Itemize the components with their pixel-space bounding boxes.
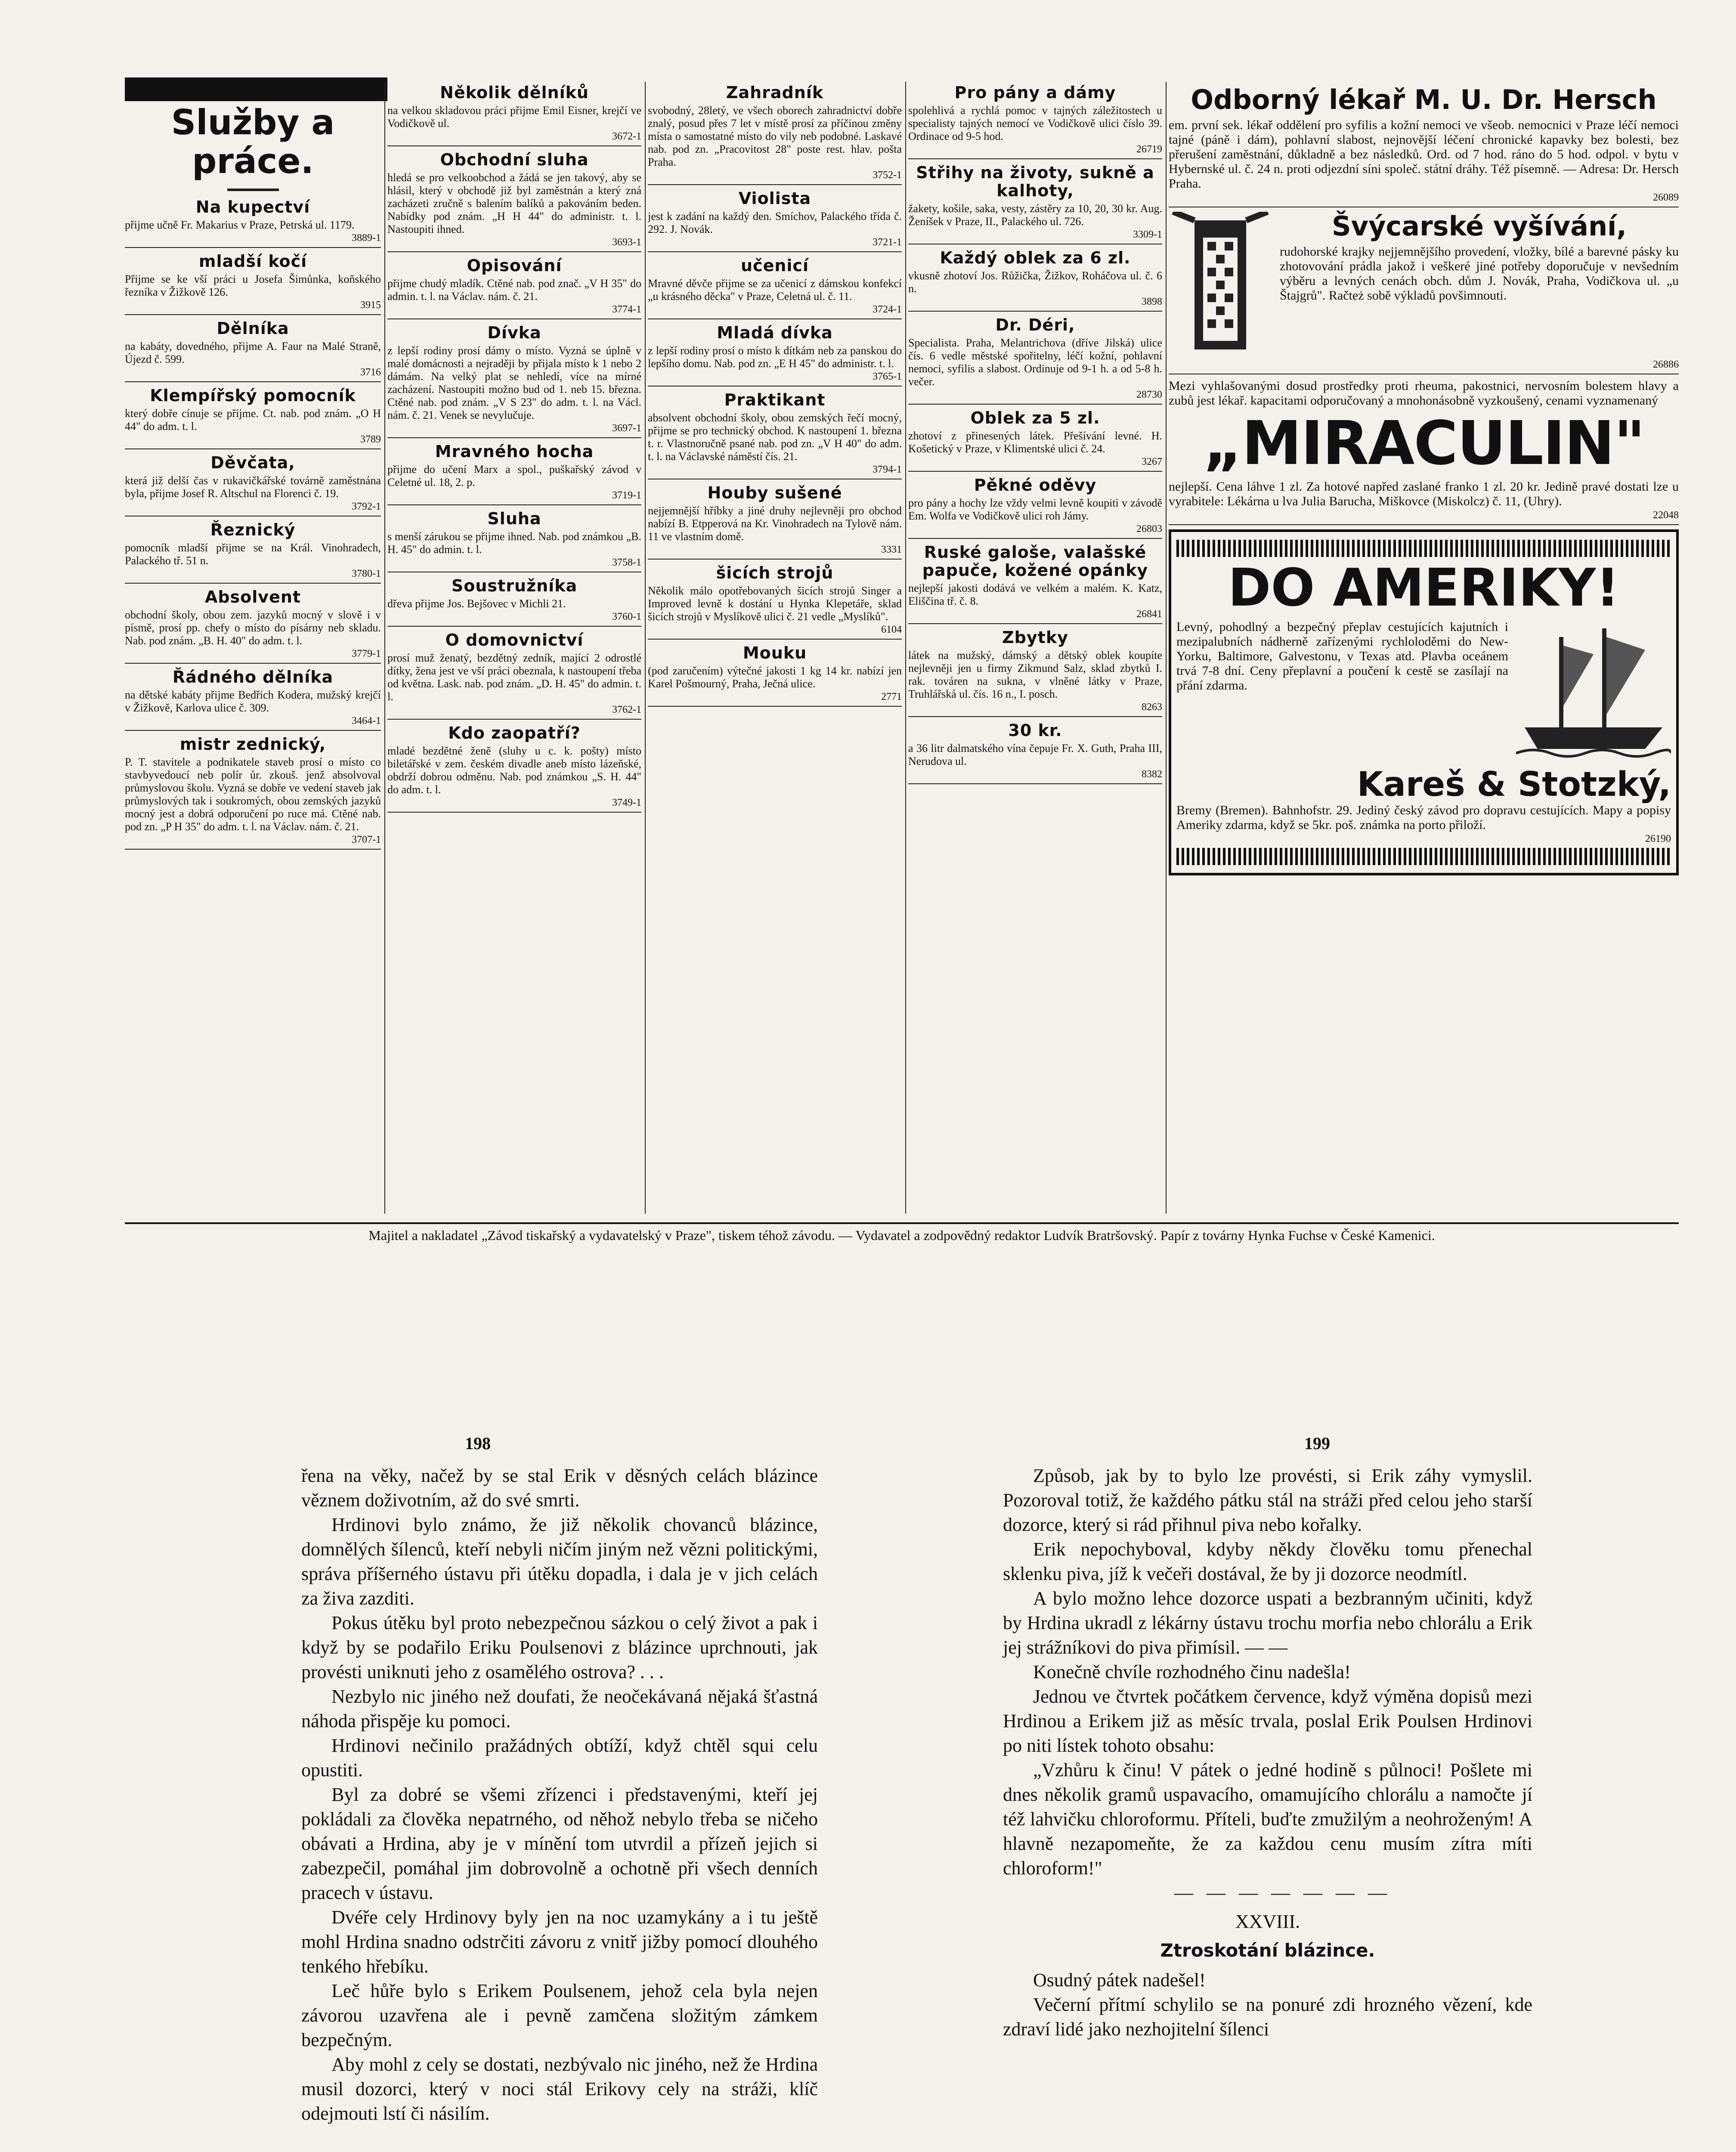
ad-item: [648, 484, 902, 560]
ad-code: 3915: [360, 300, 381, 311]
ad-item: [648, 564, 902, 640]
ad-text: který dobře cínuje se přijme. Ct. nab. pod znám. „O H 44" do adm. t. l.: [125, 407, 381, 433]
ad-column-1: [125, 103, 381, 854]
column-rule: [905, 82, 906, 1214]
ad-code: 3765-1: [873, 371, 902, 382]
ad-item: [125, 668, 381, 731]
ad-title: mistr zednický,: [179, 735, 326, 754]
ad-text: látek na mužský, dámský a dětský oblek koupíte nejlevněji jen u firmy Zikmund Salz, sklad zbytků I. rak. továren na sukna, v vlněné látky v Praze, Truhlářská ul. čís. 16 n., I. posch.: [908, 649, 1162, 700]
ad-column-2: [387, 82, 641, 817]
page-number-left: 198: [465, 1434, 491, 1453]
ad-list: [648, 83, 902, 707]
paragraph: Pokus útěku byl proto nebezpečnou sázkou o celý život a pak i když by se podařilo Eriku Poulsenovi z blázince uprchnouti, jak provésti uniknuti jeho z osamělého ostrova? . . .: [301, 1612, 818, 1682]
ad-text: přijme do učení Marx a spol., puškařský závod v Celetné ul. 18, 2. p.: [387, 463, 641, 489]
ad-company: Kareš & Stotzký,: [1357, 765, 1671, 804]
ad-title: Švýcarské vyšívání,: [1332, 210, 1627, 242]
ad-code: 3752-1: [873, 170, 902, 181]
ad-item: [908, 721, 1162, 784]
ad-text: nejlepší. Cena láhve 1 zl. Za hotové napřed zaslané franko 1 zl. 20 kr. Jedině pravé dostati lze u vyrabitele: Lékárna u lva Julia Barucha, Miškovce (Miskolcz) č. 11, (Uhry).: [1169, 479, 1679, 508]
ad-miraculin: [1169, 379, 1679, 525]
header-bar: [125, 77, 387, 101]
ad-text: s menší zárukou se přijme ihned. Nab. pod známkou „B. H. 45" do admin. t. l.: [387, 530, 641, 556]
ad-item: [648, 257, 902, 319]
column-rule: [645, 82, 646, 1214]
ad-code: 26803: [1136, 523, 1162, 535]
ad-hersch: [1169, 85, 1679, 207]
ad-title: Violista: [738, 189, 811, 208]
ad-item: [908, 249, 1162, 312]
ad-text: vkusně zhotoví Jos. Růžička, Žižkov, Roháčova ul. č. 6 n.: [908, 269, 1162, 295]
paragraph: Způsob, jak by to bylo lze provésti, si Erik záhy vymyslil. Pozoroval totiž, že každého pátku stál na stráži před celou jeho starší dozorce, který si rád přihnul piva nebo kořalky.: [1003, 1465, 1532, 1535]
page-left-text: [301, 1463, 818, 2126]
ad-code: 3779-1: [352, 648, 381, 659]
ad-title: Každý oblek za 6 zl.: [940, 248, 1131, 267]
ad-title: Oblek za 5 zl.: [970, 408, 1100, 427]
ad-text: na dětské kabáty přijme Bedřich Kodera, mužský krejčí v Žižkově, Karlova ulice č. 309.: [125, 689, 381, 714]
paragraph: Večerní přítmí schylilo se na ponuré zdi hrozného vězení, kde zdraví lidé jako nezhojitelní šílenci: [1003, 1994, 1532, 2040]
ad-text: pomocník mladší přijme se na Král. Vinohradech, Palackého tř. 51 n.: [125, 541, 381, 567]
ad-amerika: [1169, 529, 1679, 875]
column-rule: [384, 82, 385, 1214]
ad-text: nejjemnější hříbky a jiné druhy nejlevněji pro obchod nabízí B. Etpperová na Kr. Vinohradech na Tylově nám. 11 ve vlastním domě.: [648, 504, 902, 543]
ad-item: [648, 324, 902, 386]
ad-vysivani: [1169, 212, 1679, 374]
paragraph: Leč hůře bylo s Erikem Poulsenem, jehož cela byla nejen závorou uzavřena ale i pevně zamčena složitým zámkem bezpečným.: [301, 1980, 818, 2050]
ad-text: jest k zadání na každý den. Smíchov, Palackého třída č. 292. J. Novák.: [648, 210, 902, 235]
ad-code: 3707-1: [352, 834, 381, 845]
ad-item: [908, 409, 1162, 472]
ad-code: 3789: [360, 434, 381, 445]
embroidery-illustration: [1169, 212, 1272, 354]
ad-item: [908, 543, 1162, 624]
ad-text: Levný, pohodlný a bezpečný přeplav cestujících kajutních i mezipalubních nádherně zařízenými rychloloděmi do New-Yorku, Baltimore, Galvestonu, v Texas atd. Plavba oceánem trvá 7-8 dní. Ceny přeplavní a poučení k cestě se zasílají na přání zdarma.: [1176, 620, 1508, 693]
ad-text: obchodní školy, obou zem. jazyků mocný v slově i v písmě, prosí pp. chefy o místo do písárny neb skladu. Nab. pod znám. „B. H. 40" do adm. t. l.: [125, 609, 381, 647]
ad-text: prosí muž ženatý, bezdětný zedník, mající 2 odrostlé dítky, žena jest ve vší práci obeznala, k nastoupení třeba od května. Lask. nab. pod znám. „D. H. 45" do admin. t. l.: [387, 652, 641, 703]
ad-code: 28730: [1136, 389, 1162, 400]
ad-code: 3716: [360, 367, 381, 378]
ad-item: [648, 644, 902, 707]
ad-text: z lepší rodiny prosí dámy o místo. Vyzná se úplně v malé domácnosti a nejraději by přijala místo k 1 nebo 2 dámám. Na velký plat se nehledí, více na mírné zacházení. Nastoupiti možno bud od 1. neb 15. března. Ctěné nab. pod znám. „V S 23" do adm. t. l. na Václ. nám. č. 21. Venek se nevylučuje.: [387, 344, 641, 421]
paragraph: Konečně chvíle rozhodného činu nadešla!: [1033, 1661, 1351, 1682]
ad-item: [908, 316, 1162, 405]
ad-text: hledá se pro velkoobchod a žádá se jen takový, aby se hlásil, který v obchodě již byl zaměstnán a který zná zacházeti zručně s balením balíků a pakováním beden. Nabídky pod znám. „H H 44" do administr. t. l. Nastoupiti ihned.: [387, 171, 641, 235]
ad-item: [908, 83, 1162, 159]
paragraph: Byl za dobré se všemi zřízenci i představenými, kteří jej pokládali za člověka nepatrného, od něhož nebylo třeba se ničeho obávati a Hrdina, aby je v mínění tom utvrdil a přízeň jejich si zabezpečil, pomáhal jim dobrovolně a ochotně při všech denních pracech v ústavu.: [301, 1784, 818, 1903]
ad-title: Zahradník: [726, 83, 824, 102]
ad-code: 3309-1: [1133, 229, 1162, 240]
ad-item: [125, 386, 381, 449]
ad-item: [125, 319, 381, 382]
ad-item: [125, 252, 381, 315]
ad-title: Klempířský pomocník: [150, 386, 356, 405]
ad-text: spolehlivá a rychlá pomoc v tajných záležitostech u specialisty tajných nemocí ve Vodičkově ulici číslo 39. Ordinace od 9-5 hod.: [908, 104, 1162, 142]
ad-code: 3267: [1142, 456, 1162, 467]
ad-title: šicích strojů: [716, 563, 834, 582]
ad-code: 3749-1: [612, 797, 641, 808]
ad-title: Praktikant: [724, 390, 826, 409]
ad-code: 3889-1: [352, 232, 381, 244]
paragraph: Osudný pátek nadešel!: [1033, 1970, 1206, 1991]
ad-column-4: [908, 82, 1162, 788]
ad-title: Sluha: [487, 509, 542, 528]
ad-text: zhotoví z přinesených látek. Přešívání levné. H. Košetický v Praze, v Klimentské ulici č. 24.: [908, 430, 1162, 455]
ad-code: 26190: [1645, 833, 1671, 844]
ad-code: 3721-1: [873, 237, 902, 248]
page-number-right: 199: [1304, 1434, 1330, 1453]
separator: — — — — — — —: [1174, 1882, 1391, 1903]
ad-code: 3331: [881, 544, 902, 555]
footer-rule: [125, 1222, 1679, 1224]
ad-text: (pod zaručením) výtečné jakosti 1 kg 14 kr. nabízí jen Karel Pošmourný, Praha, Ječná ulice.: [648, 665, 902, 690]
ad-item: [908, 476, 1162, 539]
ad-code: 26719: [1136, 144, 1162, 155]
ad-item: [387, 324, 641, 438]
ad-item: [648, 391, 902, 479]
ad-code: 26089: [1653, 192, 1679, 203]
paragraph: Erik nepochyboval, kdyby někdy člověku tomu přenechal sklenku piva, jíž k večeři dostával, že by ji dozorce neodmítl.: [1003, 1539, 1532, 1584]
ad-code: 3693-1: [612, 237, 641, 248]
paragraph: A bylo možno lehce dozorce uspati a bezbranným učiniti, když by Hrdina ukradl z lékárny ústavu trochu morfia nebo chlorálu a Erik jej strážníkovi do piva přimísil. — —: [1003, 1588, 1532, 1658]
ad-code: 3758-1: [612, 557, 641, 568]
ad-title: Mladá dívka: [717, 323, 833, 342]
paragraph: Dvéře cely Hrdinovy byly jen na noc uzamykány a i tu ještě mohl Hrdina snadno odstrčiti závoru z vnitř jižby pomocí dlouhého tenkého hřebíku.: [301, 1907, 818, 1977]
ad-title: Pěkné oděvy: [974, 476, 1097, 495]
ad-title: Na kupectví: [195, 198, 310, 216]
ad-text: Několik málo opotřebovaných šicích strojů Singer a Improved levně k dostání u Hynka Klepetáře, sklad šicích strojů v Myslíkově ulici č. 21 vedle „Myslíků".: [648, 584, 902, 623]
ad-code: 26841: [1136, 609, 1162, 620]
ad-item: [908, 628, 1162, 717]
ad-text: Specialista. Praha, Melantrichova (dříve Jilská) ulice čís. 6 vedle městské spořitelny, léčí kožní, pohlavní nemoci, syfilis a slabost. Ordinuje od 9-1 h. a od 5-8 h. večer.: [908, 337, 1162, 388]
ad-title: Mouku: [743, 643, 807, 662]
ad-title: O domovnictví: [445, 631, 584, 649]
ad-code: 3724-1: [873, 304, 902, 315]
ad-title: Obchodní sluha: [440, 150, 589, 169]
ad-item: [125, 735, 381, 850]
ad-title: Řeznický: [210, 520, 296, 539]
ad-title: Dívka: [487, 323, 542, 342]
ad-code: 2771: [881, 691, 902, 702]
ad-text: pro pány a hochy lze vždy velmi levně koupiti v závodě Em. Wolfa ve Vodičkově ulici roh Jámy.: [908, 497, 1162, 522]
ad-item: [387, 724, 641, 813]
column-rule: [1166, 82, 1167, 1214]
ad-text: svobodný, 28letý, ve všech oborech zahradnictví dobře znalý, posud přes 7 let v místě prosí za příčinou změny místa o samostatné místo do vily neb podobné. Laskavé nab. pod zn. „Pracovitost 28" poste rest. hlav. pošta Praha.: [648, 104, 902, 168]
paragraph: Nezbylo nic jiného než doufati, že neočekávaná nějaká šťastná náhoda přispěje ku pomoci.: [301, 1686, 818, 1731]
ad-text: která již delší čas v rukavičkářské továrně zaměstnána byla, přijme Josef R. Altschul na Florenci č. 19.: [125, 474, 381, 500]
paragraph-list: [1003, 1463, 1532, 1880]
ad-title: Zbytky: [1002, 628, 1068, 647]
ad-text: absolvent obchodní školy, obou zemských řečí mocný, přijme se pro technický obchod. K nastoupení 1. března t. r. Vlastnoručně psané nab. pod zn. „V H 40" do adm. t. l. na Václavské náměstí čís. 21.: [648, 411, 902, 463]
ad-title: Soustružníka: [451, 576, 578, 595]
ad-item: [125, 521, 381, 584]
ad-title: Několik dělníků: [440, 83, 589, 102]
ad-code: 22048: [1653, 510, 1679, 521]
ad-text: přijme učně Fr. Makarius v Praze, Petrská ul. 1179.: [125, 219, 355, 231]
ad-item: [648, 189, 902, 252]
ad-text: dřeva přijme Jos. Bejšovec v Michli 21.: [387, 597, 566, 610]
ad-title: Řádného dělníka: [172, 668, 334, 686]
ad-item: [387, 151, 641, 252]
ad-item: [387, 631, 641, 720]
ad-title: Absolvent: [204, 587, 301, 606]
chapter-number: XXVIII.: [1235, 1911, 1300, 1932]
ad-text: P. T. stavitele a podnikatele staveb prosí o místo co stavbyvedoucí neb polír ůr. zkouš. jenž absolvoval průmyslovou školu. Vyzná se dobře ve vedení staveb jak průmyslových tak i soukromých, obou zemských jazyků mocný jest a dobrá odporučení po ruce má. Ctěné nab. pod zn. „P H 35" do adm. t. l. na Václav. nám. č. 21.: [125, 756, 381, 833]
ad-code: 3719-1: [612, 490, 641, 501]
ad-title: Odborný lékař M. U. Dr. Hersch: [1191, 84, 1657, 115]
ad-item: [125, 198, 381, 248]
ad-item: [125, 454, 381, 516]
publisher-line: Majitel a nakladatel „Závod tiskařský a vydavatelský v Praze", tiskem téhož závodu. — Vydavatel a zodpovědný redaktor Ludvík Bratršovský. Papír z továrny Hynka Fuchse v České Kamenici.: [368, 1228, 1435, 1243]
ad-code: 3464-1: [352, 715, 381, 727]
paragraph: řena na věky, načež by se stal Erik v děsných celách blázince věznem doživotním, až do své smrti.: [301, 1465, 818, 1511]
ad-item: [648, 83, 902, 185]
ad-text: na kabáty, dovedného, přijme A. Faur na Malé Straně, Újezd č. 599.: [125, 340, 381, 365]
ad-item: [387, 577, 641, 627]
ad-code: 6104: [881, 624, 902, 635]
ad-text: z lepší rodiny prosí o místo k dítkám neb za panskou do lepšího domu. Nab. pod zn. „E H 45" do administr. t. l.: [648, 344, 902, 370]
paragraph: Hrdinovi nečinilo pražádných obtíží, když chtěl squi celu opustiti.: [301, 1735, 818, 1781]
ad-code: 8263: [1142, 702, 1162, 713]
ad-code: 3762-1: [612, 704, 641, 715]
ad-title: Kdo zaopatří?: [448, 724, 581, 742]
ad-code: 3774-1: [612, 304, 641, 315]
ad-text: žakety, košile, saka, vesty, zástěry za 10, 20, 30 kr. Aug. Ženíšek v Praze, II., Palackého ul. 726.: [908, 202, 1162, 228]
chapter-title: Ztroskotání blázince.: [1160, 1940, 1375, 1961]
paragraph-list: [1003, 1968, 1532, 2041]
ad-list: [125, 198, 381, 850]
hatched-border: [1176, 848, 1671, 865]
ship-illustration: [1516, 620, 1671, 762]
page-right-text: [1003, 1463, 1532, 2041]
paragraph: Aby mohl z cely se dostati, nezbývalo nic jiného, než že Hrdina musil dozorci, který v noci stál Erikovy cely na stráži, klíč odejmouti lstí či násilím.: [301, 2054, 818, 2124]
ad-item: [125, 588, 381, 664]
ad-code: 3794-1: [873, 464, 902, 475]
paragraph: Hrdinovi bylo známo, že již několik chovanců blázince, domnělých šílenců, kteří nebyli ničím jiným než vězni politickými, správa příšerného ústavu při útěku dopadla, i dala je v jich celách za živa zazditi.: [301, 1514, 818, 1609]
ad-text: na velkou skladovou práci přijme Emil Eisner, krejčí ve Vodičkově ul.: [387, 104, 641, 130]
ad-column-5: [1169, 82, 1679, 875]
ad-title: učenicí: [741, 256, 809, 275]
ad-text: a 36 litr dalmatského vína čepuje Fr. X. Guth, Praha III, Nerudova ul.: [908, 742, 1162, 767]
paragraph: Jednou ve čtvrtek počátkem července, když výměna dopisů mezi Hrdinou a Erikem již as měsíc trvala, poslal Erik Poulsen Hrdinovi po niti lístek tohoto obsahu:: [1003, 1686, 1532, 1756]
ad-title: Opisování: [467, 256, 562, 275]
ad-item: [387, 257, 641, 319]
ad-title: Pro pány a dámy: [954, 83, 1116, 102]
ad-text: mladé bezdětné ženě (sluhy u c. k. pošty) místo biletářské v zem. českém divadle aneb místo lázeňské, obdrží dobrou odměnu. Nab. pod známkou „S. H. 44" do adm. t. l.: [387, 745, 641, 796]
section-title: Služby a práce.: [171, 103, 335, 181]
ad-title: Střihy na životy, sukně a kalhoty,: [916, 163, 1154, 200]
ad-item: [387, 510, 641, 572]
ad-code: 3898: [1142, 296, 1162, 307]
ad-list: [908, 83, 1162, 784]
ad-text: Přijme se ke vší práci u Josefa Šimůnka, koňského řezníka v Žižkově 126.: [125, 273, 381, 298]
ad-code: 3672-1: [612, 131, 641, 142]
ad-text: em. první sek. lékař oddělení pro syfilis a kožní nemoci ve všeob. nemocnici v Praze léčí nemoci tajné (páně i dám), pohlavní slabost, nejnovější léčení chronické kapavky bez bolesti, bez přerušení zaměstnání, důkladně a bez následků. Ord. od 7 hod. ráno do 5 hod. odpol. v bytu v Hybernské ul. č. 24 n. proti odjezdní síni společ. státní dráhy. Též písemně. — Adresa: Dr. Hersch Praha.: [1169, 118, 1679, 191]
ad-title: Děvčata,: [210, 453, 295, 472]
ad-list: [387, 83, 641, 813]
ad-code: 3792-1: [352, 501, 381, 512]
ad-item: [387, 442, 641, 505]
hatched-border: [1176, 540, 1671, 557]
ad-text: rudohorské krajky nejjemnějšího provedení, vložky, bílé a barevné pásky ku zhotovování prádla jakož i veškeré jiné potřeby doporučuje v nevšedním výběru a levných cenách obch. dům J. Novák, Praha, Vodičkova ul. „u Štajgrů". Račteż sobě výkladů povšimnouti.: [1280, 244, 1679, 303]
ad-title: DO AMERIKY!: [1228, 558, 1620, 618]
ad-title: mladší kočí: [198, 252, 307, 271]
ad-column-3: [648, 82, 902, 711]
ad-title: „MIRACULIN": [1203, 408, 1645, 479]
ad-text: Bremy (Bremen). Bahnhofstr. 29. Jediný český závod pro dopravu cestujících. Mapy a popisy Ameriky zdarma, když se 5kr. poš. známka na porto přiloží.: [1176, 803, 1671, 832]
section-divider: [227, 189, 279, 191]
paragraph: „Vzhůru k činu! V pátek o jedné hodině s půlnoci! Pošlete mi dnes několik gramů uspavacího, omamujícího chlorálu a namočte jí též lahvičku chloroformu. Příteli, buďte zmužilým a neohroženým! A hlavně nezapomeňte, že za každou cenu musím zítra míti chloroform!": [1003, 1759, 1532, 1879]
ad-title: Mravného hocha: [435, 442, 594, 461]
ad-item: [908, 164, 1162, 244]
ad-title: 30 kr.: [1008, 721, 1062, 740]
ad-code: 3780-1: [352, 568, 381, 579]
ad-text: přijme chudý mladík. Ctěné nab. pod znač. „V H 35" do admin. t. l. na Václav. nám. č. 21.: [387, 277, 641, 303]
ad-code: 3760-1: [612, 611, 641, 622]
ad-title: Dr. Déri,: [995, 315, 1075, 334]
ad-text: Mravné děvče přijme se za učenicí z dámskou konfekcí „u krásného děcka" v Praze, Celetná ul. č. 11.: [648, 277, 902, 303]
ad-title: Houby sušené: [707, 483, 842, 502]
ad-code: 26886: [1653, 359, 1679, 370]
ad-item: [387, 83, 641, 146]
ad-code: 3697-1: [612, 423, 641, 434]
ad-text: Mezi vyhlašovanými dosud prostředky proti rheuma, pakostnici, nervosním bolestem hlavy a zubů jest lékař. kapacitami odporučovaný a mnohonásobně vyzkoušený, cenami vyznamenaný: [1169, 379, 1679, 408]
ad-code: 8382: [1142, 769, 1162, 780]
ad-text: nejlepší jakosti dodává ve velkém a malém. K. Katz, Eliščina tř. č. 8.: [908, 582, 1162, 607]
ad-title: Dělníka: [217, 319, 289, 338]
ad-title: Ruské galoše, valašské papuče, kožené opánky: [922, 543, 1148, 580]
